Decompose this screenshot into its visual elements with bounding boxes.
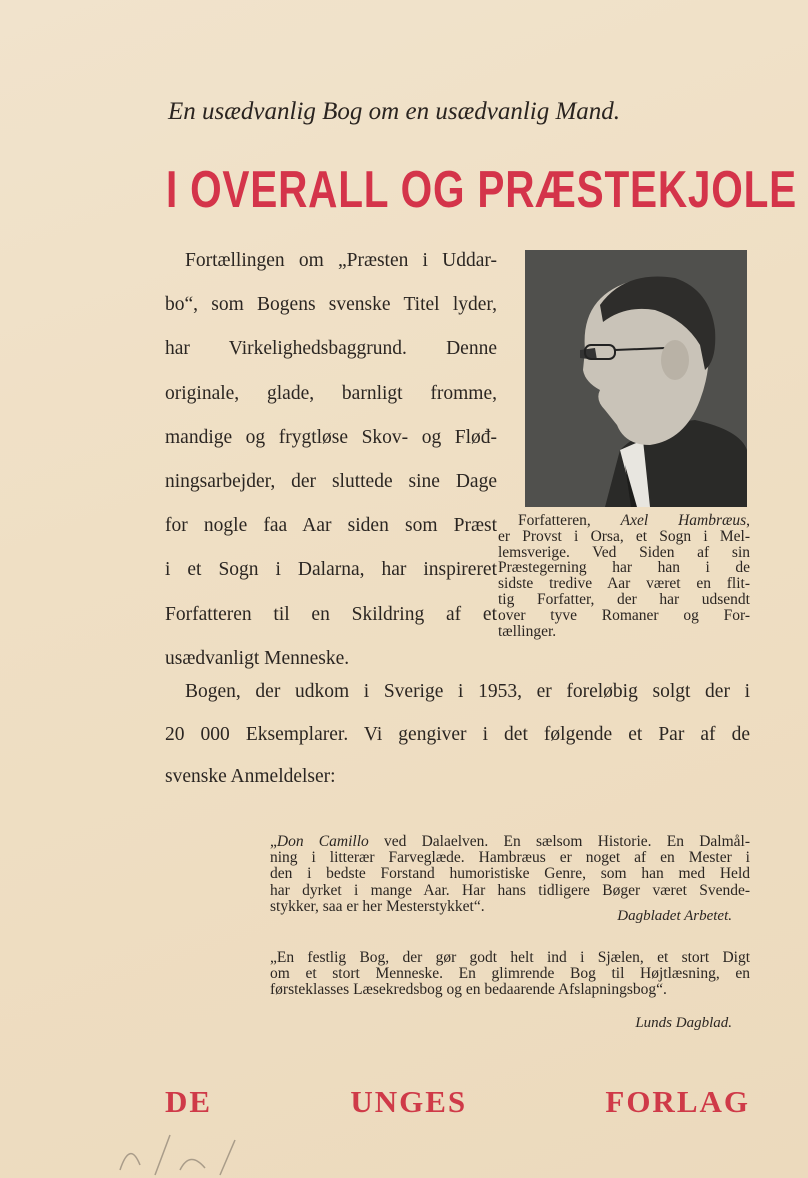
quote-line: den i bedste Forstand humoristiske Genre, som han med Held <box>270 865 750 883</box>
body-line: i et Sogn i Dalarna, har inspireret <box>165 559 497 581</box>
body-line: originale, glade, barnligt fromme, <box>165 382 497 404</box>
author-name: Axel Hambræus <box>620 512 747 529</box>
body-line: Forfatteren til en Skildring af et <box>165 603 497 625</box>
quote-line: har dyrket i mange Aar. Har hans tidligere Bøger været Svende- <box>270 881 750 899</box>
review-source: Lunds Dagblad. <box>635 1015 732 1031</box>
description-continued <box>165 677 750 805</box>
body-line: ningsarbejder, der sluttede sine Dage <box>165 470 497 492</box>
body-line: Fortællingen om „Præsten i Uddar- <box>185 250 497 271</box>
quote-line: om et stort Menneske. En glimrende Bog til Højtlæsning, en <box>270 965 750 983</box>
caption-line: er Provst i Orsa, et Sogn i Mel- <box>498 527 750 545</box>
publisher-name: DE UNGES FORLAG <box>165 1084 750 1119</box>
caption-line: tig Forfatter, der har udsendt <box>498 590 750 608</box>
author-photo <box>525 250 747 507</box>
quote-line: stykker, saa er her Mesterstykket“. <box>270 897 485 915</box>
caption-line: Præstegerning har han i de <box>498 559 750 577</box>
quote-line: „Don Camillo ved Dalaelven. En sælsom Historie. En Dalmål- <box>270 833 750 850</box>
quote-line: „En festlig Bog, der gør godt helt ind i Sjælen, et stort Digt <box>270 949 750 966</box>
quote-line: ning i litterær Farveglæde. Hambræus er noget af en Mester i <box>270 849 750 867</box>
caption-line: tællinger. <box>498 622 557 640</box>
body-line: 20 000 Eksemplarer. Vi gengiver i det følgende et Par af de <box>165 723 750 745</box>
caption-line: sidste tredive Aar været en flit- <box>498 575 750 593</box>
review-source: Dagbladet Arbetet. <box>617 908 732 924</box>
caption-line: over tyve Romaner og For- <box>498 606 750 624</box>
caption-line: Forfatteren, Axel Hambræus, <box>518 512 750 529</box>
body-line: bo“, som Bogens svenske Titel lyder, <box>165 294 497 316</box>
body-line: Bogen, der udkom i Sverige i 1953, er foreløbig solgt der i <box>185 681 750 702</box>
handwritten-mark <box>110 1130 260 1178</box>
caption-line: lemsverige. Ved Siden af sin <box>498 543 750 561</box>
body-line: har Virkelighedsbaggrund. Denne <box>165 338 497 360</box>
photo-caption <box>498 513 750 639</box>
body-line: for nogle faa Aar siden som Præst <box>165 515 497 537</box>
tagline: En usædvanlig Bog om en usædvanlig Mand. <box>168 98 621 125</box>
body-line: svenske Anmeldelser: <box>165 766 336 787</box>
body-line: usædvanligt Menneske. <box>165 647 350 669</box>
description-column <box>165 246 497 688</box>
review-quote <box>270 834 750 915</box>
review-quote <box>270 950 750 999</box>
book-title: I OVERALL OG PRÆSTEKJOLE <box>166 161 797 219</box>
body-line: mandige og frygtløse Skov- og Fløđ- <box>165 426 497 448</box>
quote-line: førsteklasses Læsekredsbog og en bedaarende Afslapningsbog“. <box>270 981 667 999</box>
